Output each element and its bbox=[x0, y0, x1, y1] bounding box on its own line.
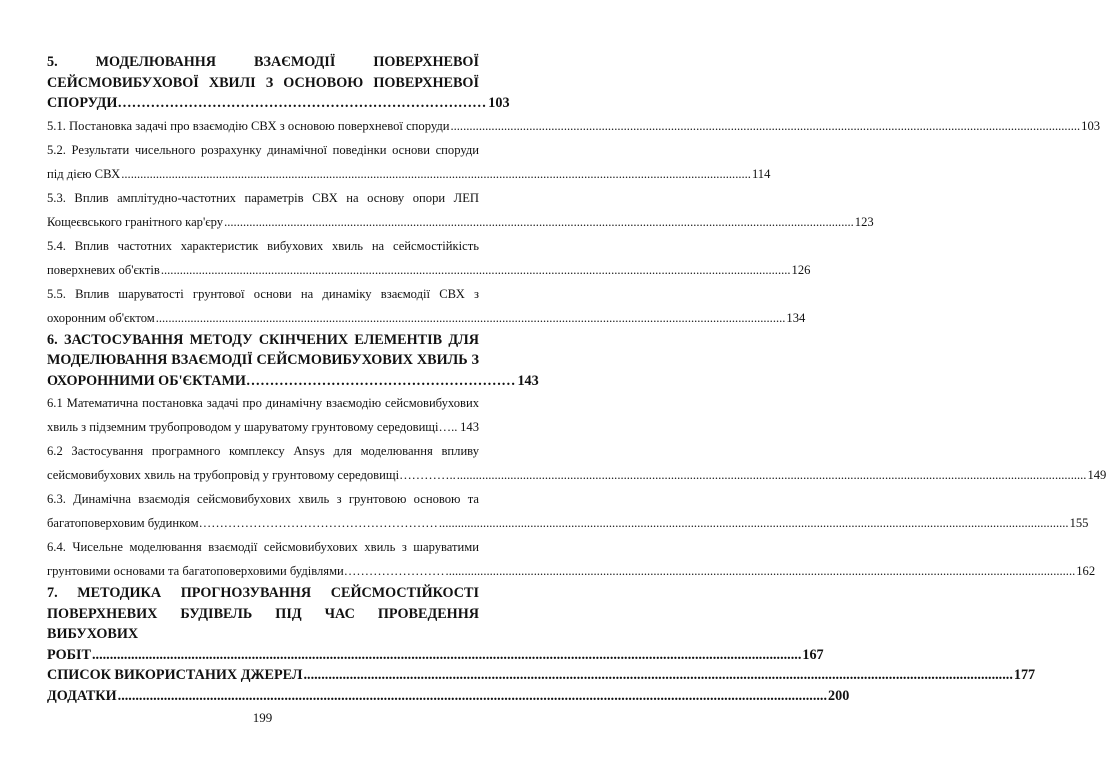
toc-section-entry bbox=[47, 234, 811, 282]
toc-section-entry bbox=[47, 487, 1089, 535]
toc-entry-title: багатоповерховим будинком………………………………………………… bbox=[47, 516, 438, 530]
toc-entry-line: 5.5. Вплив шаруватості грунтової основи на динаміку взаємодії СВХ з bbox=[47, 286, 479, 301]
toc-entry-title: Кощеєвського гранітного кар'єру bbox=[47, 214, 224, 229]
toc-entry-title: 5.1. Постановка задачі про взаємодію СВХ з основою поверхневої споруди bbox=[47, 118, 450, 133]
toc-page-number: 177 bbox=[1013, 667, 1036, 683]
dot-leader bbox=[450, 114, 1080, 138]
toc-entry-title: сейсмовибухових хвиль на трубопровід у грунтовому середовищі………….. bbox=[47, 468, 456, 482]
toc-page-number: 126 bbox=[791, 262, 811, 277]
toc-entry-last-line bbox=[47, 559, 1096, 583]
toc-entry-last-line bbox=[47, 93, 510, 114]
toc-section-entry bbox=[47, 186, 874, 234]
toc-page-number: 143 bbox=[460, 420, 479, 434]
toc-page-number: 134 bbox=[786, 310, 806, 325]
toc-page-number: 155 bbox=[1069, 516, 1089, 530]
toc-entry-line: 6.4. Чисельне моделювання взаємодії сейсмовибухових хвиль з шаруватими bbox=[47, 540, 479, 554]
toc-page-number: 123 bbox=[854, 214, 874, 229]
toc-entry-title: СПИСОК ВИКОРИСТАНИХ ДЖЕРЕЛ bbox=[47, 667, 303, 683]
toc-entry-line: 7. МЕТОДИКА ПРОГНОЗУВАННЯ СЕЙСМОСТІЙКОСТІ bbox=[47, 585, 479, 601]
toc-entry-title: охоронним об'єктом bbox=[47, 310, 155, 325]
toc-entry-last-line bbox=[47, 686, 850, 707]
dot-leader bbox=[92, 645, 801, 666]
dot-leader bbox=[118, 686, 827, 707]
toc-page-number: 162 bbox=[1076, 564, 1096, 578]
toc-entry-last-line bbox=[47, 258, 811, 282]
toc-chapter-entry bbox=[47, 665, 1036, 686]
toc-entry-title: СПОРУДИ…………………………………………………………………… bbox=[47, 95, 487, 111]
toc-entry-line: 5.4. Вплив частотних характеристик вибухових хвиль на сейсмостійкість bbox=[47, 238, 479, 253]
toc-page-number: 167 bbox=[802, 646, 824, 663]
toc-chapter-entry bbox=[47, 686, 850, 707]
dot-leader bbox=[303, 665, 1012, 686]
toc-entry-line: 6.2 Застосування програмного комплексу Ansys для моделювання впливу bbox=[47, 444, 479, 458]
toc-entry-title: хвиль з підземним трубопроводом у шаруватому грунтовому середовищі….. bbox=[47, 420, 458, 434]
dot-leader bbox=[458, 415, 459, 439]
toc-entry-last-line bbox=[47, 415, 479, 439]
toc-chapter-entry bbox=[47, 330, 539, 392]
dot-leader bbox=[439, 511, 1069, 535]
toc-entry-line: 6.1 Математична постановка задачі про динамічну взаємодію сейсмовибухових bbox=[47, 396, 479, 410]
toc-section-entry bbox=[47, 114, 1101, 138]
toc-page-number: 103 bbox=[488, 95, 510, 111]
toc-entry-last-line bbox=[47, 463, 1106, 487]
dot-leader bbox=[446, 559, 1076, 583]
toc-page-number: 200 bbox=[828, 687, 850, 704]
toc-entry-line: 5. МОДЕЛЮВАННЯ ВЗАЄМОДІЇ ПОВЕРХНЕВОЇ bbox=[47, 54, 479, 70]
toc-entry-title: під дією СВХ bbox=[47, 166, 121, 181]
toc-entry-line: 5.2. Результати чисельного розрахунку динамічної поведінки основи споруди bbox=[47, 142, 479, 157]
toc-entry-last-line bbox=[47, 371, 539, 392]
toc-page-number: 114 bbox=[751, 166, 771, 181]
dot-leader bbox=[457, 463, 1087, 487]
toc-entry-line: МОДЕЛЮВАННЯ ВЗАЄМОДІЇ СЕЙСМОВИБУХОВИХ ХВИЛЬ З bbox=[47, 352, 479, 368]
toc-page-number: 103 bbox=[1081, 118, 1101, 133]
dot-leader bbox=[161, 258, 791, 282]
toc-entry-line: 5.3. Вплив амплітудно-частотних параметрів СВХ на основу опори ЛЕП bbox=[47, 190, 479, 205]
toc-section-entry bbox=[47, 535, 1096, 583]
toc-entry-title: грунтовими основами та багатоповерховими будівлями…………………… bbox=[47, 564, 445, 578]
toc-entry-title: РОБІТ bbox=[47, 646, 91, 663]
dot-leader bbox=[224, 210, 854, 234]
toc-entry-last-line bbox=[47, 114, 1101, 138]
table-of-contents bbox=[47, 52, 1106, 706]
dot-leader bbox=[156, 306, 786, 330]
toc-entry-line: СЕЙСМОВИБУХОВОЇ ХВИЛІ З ОСНОВОЮ ПОВЕРХНЕВОЇ bbox=[47, 74, 479, 91]
toc-page-number: 143 bbox=[517, 372, 539, 389]
toc-entry-title: поверхневих об'єктів bbox=[47, 262, 160, 277]
toc-entry-last-line bbox=[47, 511, 1089, 535]
dot-leader bbox=[121, 162, 751, 186]
page-number: 199 bbox=[252, 710, 273, 725]
toc-entry-title: ДОДАТКИ bbox=[47, 687, 117, 704]
toc-section-entry bbox=[47, 391, 479, 439]
toc-entry-last-line bbox=[47, 645, 824, 666]
toc-entry-title: ОХОРОННИМИ ОБ'ЄКТАМИ………………………………………………… bbox=[47, 372, 516, 389]
toc-page-number: 149 bbox=[1087, 468, 1106, 482]
toc-entry-line: 6. ЗАСТОСУВАННЯ МЕТОДУ СКІНЧЕНИХ ЕЛЕМЕНТІВ ДЛЯ bbox=[47, 331, 479, 348]
toc-entry-last-line bbox=[47, 210, 874, 234]
toc-chapter-entry bbox=[47, 583, 824, 665]
toc-entry-last-line bbox=[47, 306, 806, 330]
toc-entry-line: 6.3. Динамічна взаємодія сейсмовибухових хвиль з грунтовою основою та bbox=[47, 492, 479, 506]
toc-section-entry bbox=[47, 138, 771, 186]
toc-section-entry bbox=[47, 282, 806, 330]
toc-entry-last-line bbox=[47, 665, 1036, 686]
toc-section-entry bbox=[47, 439, 1106, 487]
toc-entry-line: ПОВЕРХНЕВИХ БУДІВЕЛЬ ПІД ЧАС ПРОВЕДЕННЯ ВИБУХОВИХ bbox=[47, 605, 479, 642]
toc-entry-last-line bbox=[47, 162, 771, 186]
toc-chapter-entry bbox=[47, 52, 510, 114]
